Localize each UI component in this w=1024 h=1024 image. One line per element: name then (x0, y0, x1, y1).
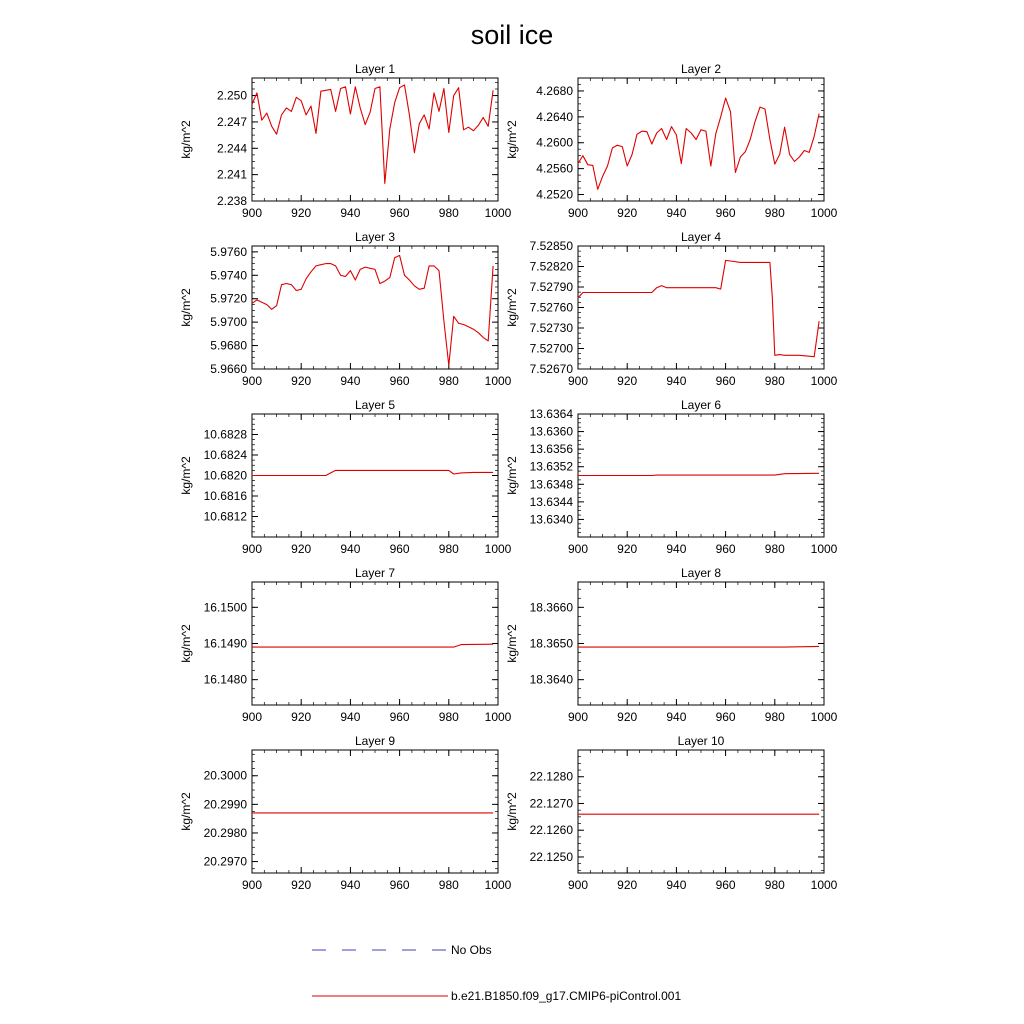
legend-label: No Obs (451, 943, 492, 957)
x-tick-label: 960 (389, 542, 410, 556)
panel-layer-8 (505, 566, 838, 724)
y-tick-label: 16.1490 (203, 636, 247, 651)
x-tick-label: 900 (567, 878, 589, 892)
x-tick-label: 900 (567, 206, 589, 220)
x-tick-label: 1000 (484, 878, 512, 892)
x-tick-label: 980 (438, 542, 459, 556)
x-tick-label: 920 (291, 542, 312, 556)
x-tick-label: 920 (617, 710, 638, 724)
y-tick-label: 22.1270 (529, 796, 573, 811)
y-tick-label: 16.1500 (203, 600, 247, 615)
x-tick-label: 1000 (484, 206, 512, 220)
x-tick-label: 960 (389, 374, 410, 388)
series-line (252, 470, 493, 475)
legend (312, 943, 681, 1003)
x-tick-label: 940 (666, 542, 687, 556)
y-tick-label: 22.1260 (529, 823, 573, 838)
legend-entry (312, 989, 681, 1003)
y-tick-label: 7.52730 (529, 321, 573, 335)
x-tick-label: 920 (617, 374, 638, 388)
x-tick-label: 920 (617, 542, 638, 556)
y-tick-label: 4.2680 (536, 83, 573, 98)
y-axis-label: kg/m^2 (505, 120, 519, 159)
y-tick-label: 2.244 (216, 141, 247, 156)
y-tick-label: 5.9740 (210, 268, 247, 283)
panel-layer-5 (179, 398, 512, 556)
y-axis-label: kg/m^2 (179, 120, 193, 159)
panel-title: Layer 1 (354, 62, 396, 76)
y-tick-label: 2.247 (216, 114, 247, 129)
panel-layer-4 (505, 230, 838, 388)
y-tick-label: 10.6828 (203, 427, 247, 442)
x-tick-label: 900 (241, 374, 263, 388)
y-tick-label: 22.1280 (529, 769, 573, 784)
panels (179, 62, 838, 892)
y-tick-label: 13.6344 (529, 494, 573, 509)
y-tick-label: 2.238 (216, 194, 247, 208)
plot-frame (578, 750, 824, 873)
y-tick-label: 10.6812 (203, 509, 247, 524)
x-tick-label: 960 (389, 878, 410, 892)
panel-title: Layer 3 (354, 230, 396, 244)
series-line (578, 260, 819, 356)
series-line (578, 473, 819, 475)
y-tick-label: 13.6348 (529, 477, 573, 492)
x-tick-label: 920 (617, 878, 638, 892)
x-tick-label: 940 (666, 374, 687, 388)
panel-layer-2 (505, 62, 838, 220)
x-tick-label: 900 (241, 710, 263, 724)
y-tick-label: 10.6816 (203, 489, 247, 503)
y-tick-label: 13.6340 (529, 512, 573, 527)
x-tick-label: 980 (438, 878, 459, 892)
x-tick-label: 980 (438, 710, 459, 724)
y-tick-label: 10.6824 (203, 448, 247, 462)
y-tick-label: 13.6360 (529, 424, 573, 439)
y-tick-label: 10.6820 (203, 468, 247, 483)
y-tick-label: 20.3000 (203, 768, 247, 783)
y-tick-label: 4.2520 (536, 187, 573, 202)
x-tick-label: 960 (715, 542, 736, 556)
y-tick-label: 7.52820 (529, 259, 573, 274)
panel-layer-7 (179, 566, 512, 724)
panel-layer-6 (505, 398, 838, 556)
panel-title: Layer 6 (680, 398, 722, 412)
panel-layer-3 (179, 230, 512, 388)
y-tick-label: 20.2990 (203, 797, 247, 812)
x-tick-label: 980 (764, 878, 785, 892)
x-tick-label: 960 (715, 878, 736, 892)
x-tick-label: 940 (666, 710, 687, 724)
x-tick-label: 1000 (810, 710, 838, 724)
plot-frame (252, 750, 498, 873)
x-tick-label: 900 (567, 710, 589, 724)
panel-layer-10 (505, 734, 838, 892)
x-tick-label: 900 (567, 374, 589, 388)
y-tick-label: 18.3650 (529, 636, 573, 651)
y-axis-label: kg/m^2 (179, 624, 193, 663)
x-tick-label: 1000 (810, 542, 838, 556)
y-tick-label: 16.1480 (203, 672, 247, 687)
y-axis-label: kg/m^2 (505, 792, 519, 831)
series-line (578, 646, 819, 647)
x-tick-label: 920 (617, 206, 638, 220)
x-tick-label: 980 (438, 374, 459, 388)
y-tick-label: 5.9660 (210, 362, 247, 376)
x-tick-label: 960 (715, 710, 736, 724)
legend-label: b.e21.B1850.f09_g17.CMIP6-piControl.001 (451, 989, 682, 1003)
series-line (252, 644, 493, 647)
y-axis-label: kg/m^2 (179, 288, 193, 327)
y-tick-label: 5.9680 (210, 338, 247, 353)
x-tick-label: 940 (340, 206, 361, 220)
y-tick-label: 13.6356 (529, 442, 573, 457)
legend-entry (312, 943, 492, 957)
plot-frame (578, 582, 824, 705)
x-tick-label: 980 (764, 374, 785, 388)
x-tick-label: 940 (340, 374, 361, 388)
figure-title: soil ice (470, 20, 554, 50)
y-axis-label: kg/m^2 (505, 288, 519, 327)
y-tick-label: 18.3640 (529, 672, 573, 687)
x-tick-label: 960 (715, 206, 736, 220)
y-tick-label: 22.1250 (529, 849, 573, 864)
y-tick-label: 18.3660 (529, 600, 573, 615)
x-tick-label: 1000 (810, 878, 838, 892)
x-tick-label: 940 (666, 206, 687, 220)
x-tick-label: 900 (241, 206, 263, 220)
x-tick-label: 920 (291, 374, 312, 388)
x-tick-label: 960 (715, 374, 736, 388)
y-tick-label: 13.6352 (529, 459, 573, 474)
x-tick-label: 980 (764, 710, 785, 724)
x-tick-label: 940 (666, 878, 687, 892)
y-tick-label: 13.6364 (529, 407, 573, 421)
y-tick-label: 4.2600 (536, 135, 573, 150)
y-tick-label: 7.52670 (529, 362, 573, 376)
plot-frame (252, 78, 498, 201)
x-tick-label: 980 (438, 206, 459, 220)
panel-title: Layer 7 (354, 566, 396, 580)
y-axis-label: kg/m^2 (505, 624, 519, 663)
x-tick-label: 980 (764, 206, 785, 220)
series-line (252, 85, 493, 183)
plot-frame (578, 246, 824, 369)
panel-layer-1 (179, 62, 512, 220)
plot-frame (252, 582, 498, 705)
x-tick-label: 960 (389, 206, 410, 220)
y-tick-label: 5.9760 (210, 244, 247, 259)
y-tick-label: 7.52850 (529, 239, 573, 253)
panel-title: Layer 8 (680, 566, 722, 580)
y-tick-label: 5.9720 (210, 291, 247, 306)
x-tick-label: 900 (241, 542, 263, 556)
x-tick-label: 920 (291, 878, 312, 892)
y-tick-label: 4.2560 (536, 161, 573, 176)
x-tick-label: 940 (340, 542, 361, 556)
x-tick-label: 1000 (810, 206, 838, 220)
x-tick-label: 980 (764, 542, 785, 556)
y-tick-label: 5.9700 (210, 315, 247, 330)
panel-layer-9 (179, 734, 512, 892)
y-tick-label: 7.52700 (529, 341, 573, 356)
panel-title: Layer 10 (677, 734, 725, 748)
panel-title: Layer 5 (354, 398, 396, 412)
x-tick-label: 940 (340, 710, 361, 724)
series-line (252, 255, 493, 365)
y-axis-label: kg/m^2 (505, 456, 519, 495)
x-tick-label: 900 (567, 542, 589, 556)
y-tick-label: 7.52760 (529, 300, 573, 315)
x-tick-label: 1000 (810, 374, 838, 388)
plot-frame (252, 246, 498, 369)
x-tick-label: 900 (241, 878, 263, 892)
y-tick-label: 20.2980 (203, 825, 247, 840)
y-axis-label: kg/m^2 (179, 792, 193, 831)
x-tick-label: 960 (389, 710, 410, 724)
x-tick-label: 1000 (484, 710, 512, 724)
y-axis-label: kg/m^2 (179, 456, 193, 495)
panel-title: Layer 9 (354, 734, 396, 748)
x-tick-label: 920 (291, 206, 312, 220)
y-tick-label: 2.241 (216, 167, 247, 182)
y-tick-label: 2.250 (216, 88, 247, 103)
panel-title: Layer 4 (680, 230, 722, 244)
panel-title: Layer 2 (680, 62, 722, 76)
series-line (578, 98, 819, 189)
y-tick-label: 20.2970 (203, 854, 247, 869)
x-tick-label: 940 (340, 878, 361, 892)
y-tick-label: 7.52790 (529, 280, 573, 294)
x-tick-label: 1000 (484, 542, 512, 556)
x-tick-label: 1000 (484, 374, 512, 388)
x-tick-label: 920 (291, 710, 312, 724)
y-tick-label: 4.2640 (536, 109, 573, 124)
